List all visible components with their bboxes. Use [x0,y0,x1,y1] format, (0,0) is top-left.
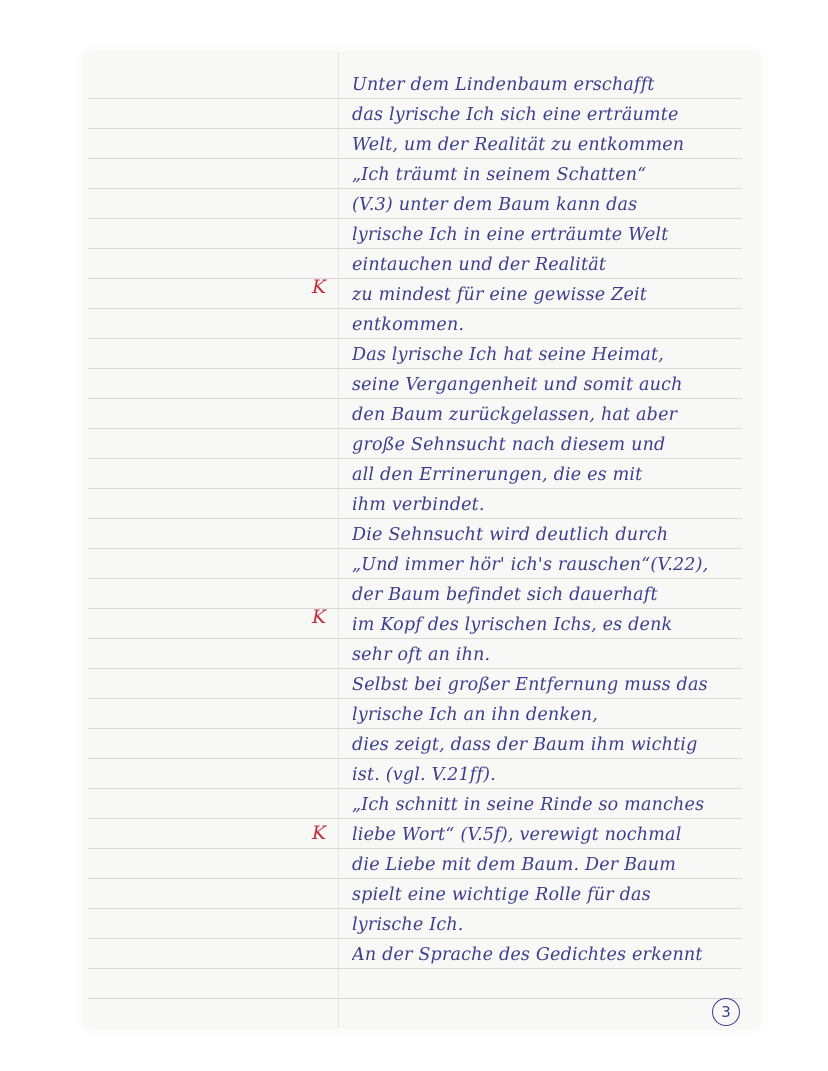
text-line: Die Sehnsucht wird deutlich durch [352,525,669,545]
ruled-line [88,398,742,399]
ruled-line [88,518,742,519]
ruled-line [88,458,742,459]
ruled-line [88,188,742,189]
text-line: im Kopf des lyrischen Ichs, es denk [352,615,673,635]
text-line: lyrische Ich in eine erträumte Welt [352,225,669,245]
ruled-line [88,848,742,849]
ruled-line [88,158,742,159]
text-line: „Ich träumt in seinem Schatten“ [352,165,647,185]
text-line: all den Errinerungen, die es mit [352,465,643,485]
ruled-line [88,668,742,669]
text-line: liebe Wort“ (V.5f), verewigt nochmal [352,825,682,845]
correction-mark: K [312,822,327,844]
ruled-line [88,728,742,729]
ruled-line [88,368,742,369]
text-line: zu mindest für eine gewisse Zeit [352,285,648,305]
text-line: entkommen. [352,315,465,335]
text-line: Unter dem Lindenbaum erschafft [352,75,655,95]
ruled-line [88,218,742,219]
ruled-line [88,278,742,279]
text-line: eintauchen und der Realität [352,255,607,275]
page-number: 3 [712,998,740,1026]
ruled-line [88,968,742,969]
ruled-line [88,578,742,579]
text-line: das lyrische Ich sich eine erträumte [352,105,679,125]
margin-line [338,52,339,1028]
ruled-line [88,608,742,609]
text-line: der Baum befindet sich dauerhaft [352,585,658,605]
correction-mark: K [312,276,327,298]
ruled-line [88,938,742,939]
text-line: lyrische Ich. [352,915,464,935]
text-line: seine Vergangenheit und somit auch [352,375,683,395]
ruled-line [88,98,742,99]
text-line: (V.3) unter dem Baum kann das [352,195,638,215]
text-line: lyrische Ich an ihn denken, [352,705,598,725]
ruled-line [88,308,742,309]
ruled-line [88,488,742,489]
ruled-line [88,788,742,789]
ruled-line [88,338,742,339]
text-line: die Liebe mit dem Baum. Der Baum [352,855,677,875]
ruled-line [88,248,742,249]
text-line: Welt, um der Realität zu entkommen [352,135,685,155]
text-line: Selbst bei großer Entfernung muss das [352,675,708,695]
correction-mark: K [312,606,327,628]
text-line: „Ich schnitt in seine Rinde so manches [352,795,705,815]
text-line: „Und immer hör' ich's rauschen“(V.22), [352,555,709,575]
text-line: An der Sprache des Gedichtes erkennt [352,945,703,965]
ruled-line [88,758,742,759]
text-line: ist. (vgl. V.21ff). [352,765,496,785]
ruled-line [88,128,742,129]
ruled-line [88,428,742,429]
ruled-line [88,638,742,639]
ruled-line [88,908,742,909]
text-line: dies zeigt, dass der Baum ihm wichtig [352,735,698,755]
text-line: sehr oft an ihn. [352,645,491,665]
text-line: spielt eine wichtige Rolle für das [352,885,651,905]
ruled-line [88,878,742,879]
text-line: Das lyrische Ich hat seine Heimat, [352,345,665,365]
ruled-line [88,818,742,819]
ruled-line [88,998,742,999]
text-line: ihm verbindet. [352,495,485,515]
ruled-line [88,548,742,549]
text-line: den Baum zurückgelassen, hat aber [352,405,678,425]
ruled-line [88,698,742,699]
text-line: große Sehnsucht nach diesem und [352,435,666,455]
